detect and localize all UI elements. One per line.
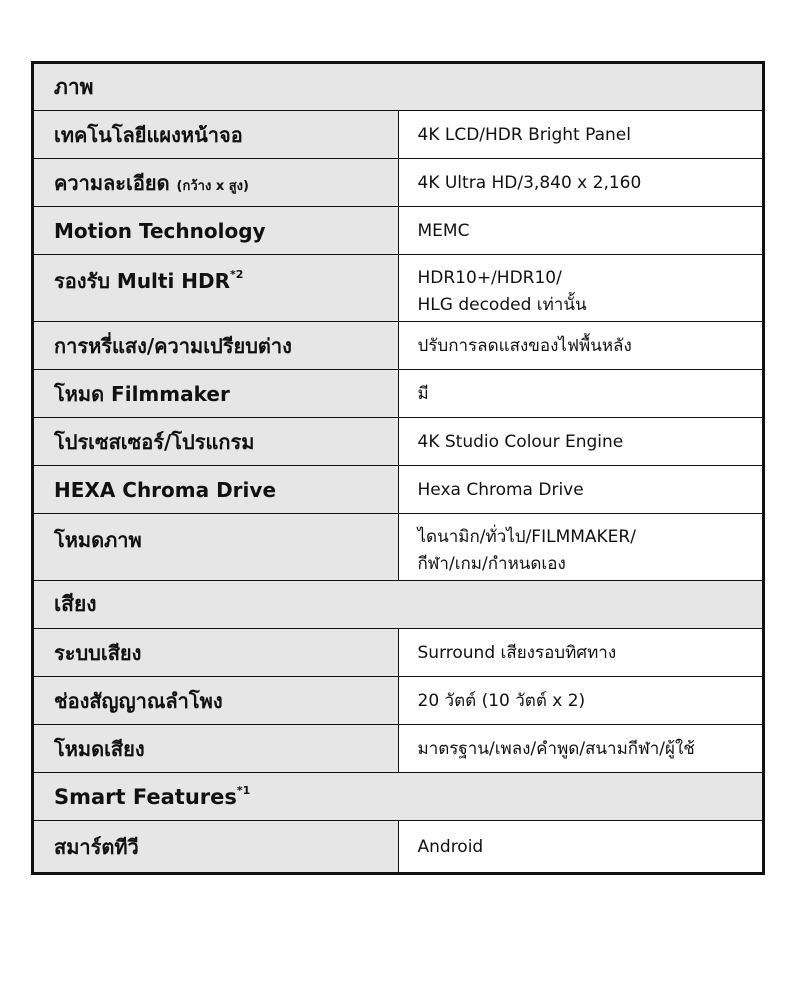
spec-value-line: กีฬา/เกม/กำหนดเอง <box>417 554 566 574</box>
spec-value: มี <box>398 370 764 418</box>
spec-row <box>33 255 764 322</box>
spec-label: สมาร์ตทีวี <box>33 821 399 874</box>
spec-label: โปรเซสเซอร์/โปรแกรม <box>33 418 399 466</box>
spec-label-cell <box>33 159 399 207</box>
footnote-marker: *2 <box>230 268 244 282</box>
spec-row <box>33 370 764 418</box>
spec-value-line: HLG decoded เท่านั้น <box>417 295 587 315</box>
section-title: ภาพ <box>33 63 764 111</box>
spec-label: ช่องสัญญาณลำโพง <box>33 677 399 725</box>
spec-row <box>33 418 764 466</box>
spec-row <box>33 514 764 581</box>
spec-row <box>33 821 764 874</box>
spec-value: ปรับการลดแสงของไฟพื้นหลัง <box>398 322 764 370</box>
section-title: Smart Features <box>54 784 237 809</box>
spec-row <box>33 629 764 677</box>
spec-row <box>33 207 764 255</box>
spec-value: 4K Studio Colour Engine <box>398 418 764 466</box>
spec-value: MEMC <box>398 207 764 255</box>
spec-value: 4K LCD/HDR Bright Panel <box>398 111 764 159</box>
spec-row <box>33 322 764 370</box>
spec-label: HEXA Chroma Drive <box>33 466 399 514</box>
spec-value: Surround เสียงรอบทิศทาง <box>398 629 764 677</box>
section-header-smart-features <box>33 773 764 821</box>
footnote-marker: *1 <box>236 783 251 797</box>
spec-label: รองรับ Multi HDR <box>54 269 231 293</box>
spec-table <box>31 61 765 875</box>
spec-label: โหมด Filmmaker <box>33 370 399 418</box>
spec-value: Android <box>398 821 764 874</box>
spec-label: ความละเอียด <box>54 170 170 195</box>
spec-value: มาตรฐาน/เพลง/คำพูด/สนามกีฬา/ผู้ใช้ <box>398 725 764 773</box>
spec-value-cell <box>398 514 764 581</box>
spec-label: เทคโนโลยีแผงหน้าจอ <box>33 111 399 159</box>
spec-row <box>33 159 764 207</box>
spec-label: ระบบเสียง <box>33 629 399 677</box>
spec-row <box>33 725 764 773</box>
section-header-picture <box>33 63 764 111</box>
spec-label-suffix: (กว้าง x สูง) <box>176 178 249 194</box>
spec-value-line: ไดนามิก/ทั่วไป/FILMMAKER/ <box>417 527 636 547</box>
spec-value: 20 วัตต์ (10 วัตต์ x 2) <box>398 677 764 725</box>
spec-label: โหมดเสียง <box>33 725 399 773</box>
section-title-cell <box>33 773 764 821</box>
spec-value-cell <box>398 255 764 322</box>
spec-label: โหมดภาพ <box>33 514 399 581</box>
section-header-sound <box>33 581 764 629</box>
spec-value-line: HDR10+/HDR10/ <box>417 268 562 288</box>
spec-label-cell <box>33 255 399 322</box>
section-title: เสียง <box>33 581 764 629</box>
spec-label: Motion Technology <box>33 207 399 255</box>
spec-value: Hexa Chroma Drive <box>398 466 764 514</box>
spec-row <box>33 111 764 159</box>
spec-value: 4K Ultra HD/3,840 x 2,160 <box>398 159 764 207</box>
spec-label: การหรี่แสง/ความเปรียบต่าง <box>33 322 399 370</box>
spec-row <box>33 677 764 725</box>
spec-row <box>33 466 764 514</box>
